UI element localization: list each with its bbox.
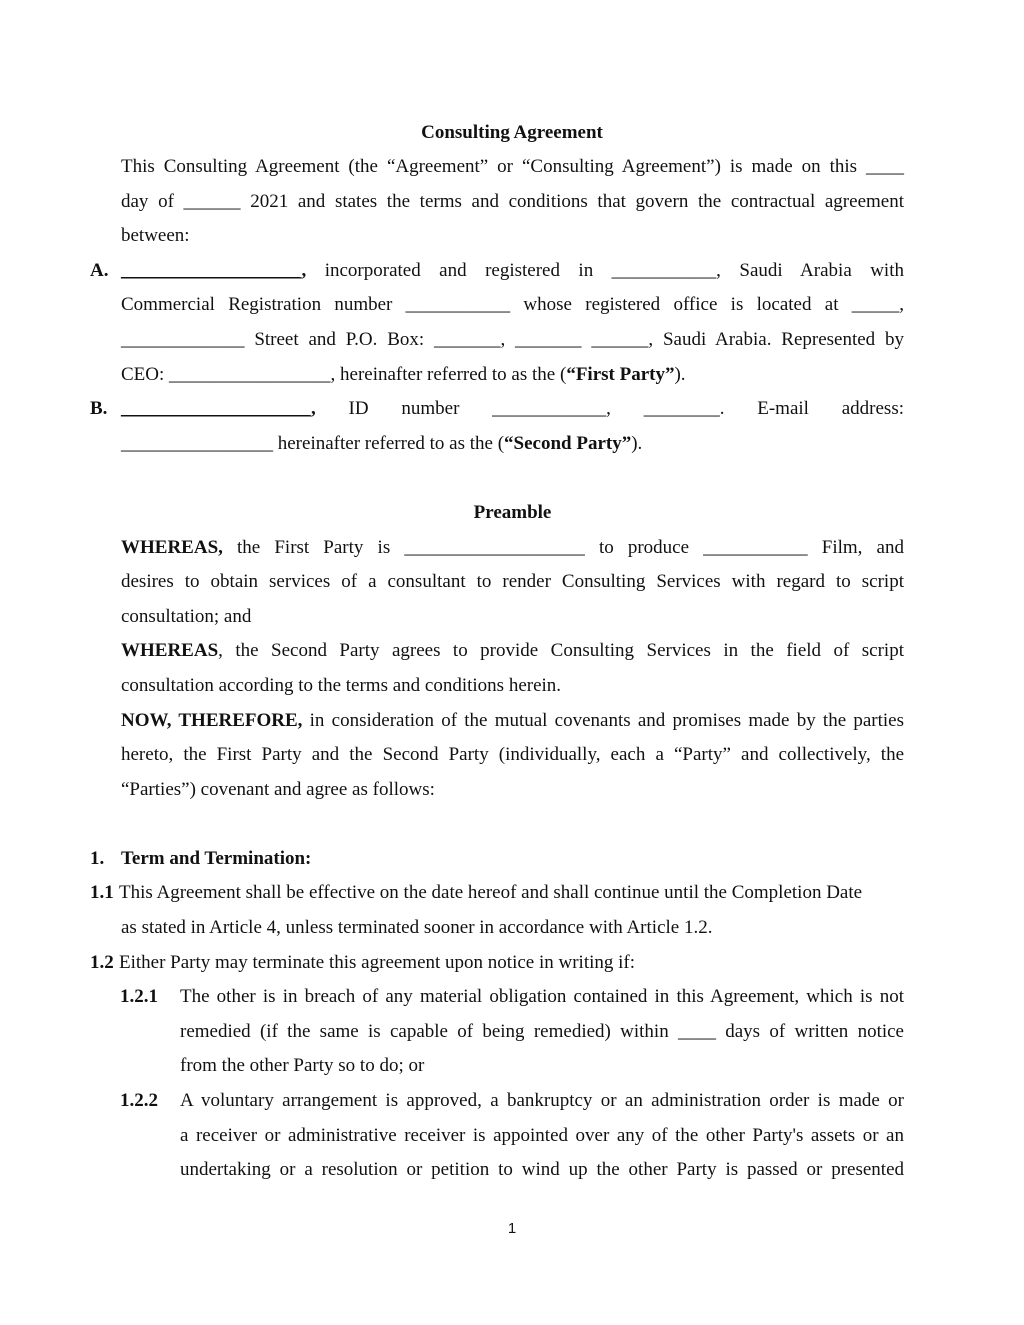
clause-1-2 <box>90 946 904 981</box>
party-b-clause <box>90 392 904 461</box>
page-number: 1 <box>507 1220 517 1237</box>
clause-1-2-2 <box>120 1084 904 1188</box>
preamble-line: hereto, the First Party and the Second Party (individually, each a “Party” and collectively, the <box>121 744 904 766</box>
clause-line: This Agreement shall be effective on the date hereof and shall continue until the Completion Date <box>119 882 863 904</box>
party-b-line-end: ). <box>631 432 643 454</box>
clause-line: undertaking or a resolution or petition to wind up the other Party is passed or presented <box>180 1159 904 1181</box>
clause-1-1 <box>90 876 904 945</box>
intro-line: between: <box>121 225 190 247</box>
intro-line: day of ______ 2021 and states the terms and conditions that govern the contractual agreement <box>121 190 904 212</box>
section-number: 1. <box>90 847 105 869</box>
whereas-keyword: WHEREAS, <box>121 536 223 558</box>
preamble-text: the First Party is ___________________ to produce ___________ Film, and <box>222 536 904 558</box>
second-party-label: “Second Party” <box>504 432 632 454</box>
clause-1-2-1 <box>120 980 904 1084</box>
spacer <box>121 807 904 842</box>
party-b-name-blank: ____________________, <box>121 398 316 420</box>
party-a-line-end: ). <box>674 363 686 385</box>
preamble-line: consultation according to the terms and conditions herein. <box>121 674 562 696</box>
party-a-line-rest: incorporated and registered in ___________, Saudi Arabia with <box>306 259 904 281</box>
document-title: Consulting Agreement <box>421 122 603 143</box>
section-title: Term and Termination: <box>121 847 312 869</box>
party-a-line: _____________ Street and P.O. Box: _______, _______ ______, Saudi Arabia. Represented by <box>121 328 904 350</box>
party-a-clause <box>90 254 904 392</box>
party-a-name-blank: ___________________, <box>121 259 307 281</box>
party-a-line <box>121 254 904 289</box>
spacer <box>121 461 904 496</box>
preamble-text: , the Second Party agrees to provide Consulting Services in the field of script <box>218 640 904 662</box>
preamble-line <box>121 704 904 739</box>
preamble-line <box>121 531 904 566</box>
subclause-number: 1.2.1 <box>120 986 158 1008</box>
first-party-label: “First Party” <box>566 363 675 385</box>
clause-line: as stated in Article 4, unless terminated sooner in accordance with Article 1.2. <box>121 917 713 939</box>
clause-number: 1.2 <box>90 951 114 973</box>
preamble-line <box>121 634 904 669</box>
preamble-text: in consideration of the mutual covenants and promises made by the parties <box>302 709 904 731</box>
preamble-line: desires to obtain services of a consultant to render Consulting Services with regard to script <box>121 571 904 593</box>
whereas-keyword: WHEREAS <box>121 640 219 662</box>
party-b-email-text: ________________ hereinafter referred to as the ( <box>121 432 505 454</box>
party-a-marker: A. <box>90 259 109 281</box>
subclause-number: 1.2.2 <box>120 1090 158 1112</box>
preamble-heading: Preamble <box>473 501 552 523</box>
party-a-line: Commercial Registration number ___________ whose registered office is located at _____, <box>121 294 904 316</box>
clause-line: The other is in breach of any material obligation contained in this Agreement, which is not <box>180 986 904 1008</box>
preamble-line: “Parties”) covenant and agree as follows: <box>121 778 435 800</box>
document-body <box>90 150 904 1188</box>
whereas-paragraph-1 <box>121 531 904 635</box>
clause-line: from the other Party so to do; or <box>180 1055 425 1077</box>
whereas-paragraph-2 <box>121 634 904 703</box>
intro-line: This Consulting Agreement (the “Agreement” or “Consulting Agreement”) is made on this ____ <box>121 156 904 177</box>
clause-line: Either Party may terminate this agreement upon notice in writing if: <box>119 951 636 973</box>
clause-number: 1.1 <box>90 882 114 904</box>
intro-paragraph <box>121 150 904 254</box>
now-therefore-keyword: NOW, THEREFORE, <box>121 709 303 731</box>
clause-line: remedied (if the same is capable of being remedied) within ____ days of written notice <box>180 1020 904 1042</box>
party-b-line-rest: ID number ____________, ________. E-mail address: <box>315 398 904 420</box>
party-b-marker: B. <box>90 398 108 420</box>
party-b-line <box>121 392 904 427</box>
section-1-heading <box>90 842 904 877</box>
clause-line: A voluntary arrangement is approved, a bankruptcy or an administration order is made or <box>180 1090 904 1112</box>
clause-line: a receiver or administrative receiver is appointed over any of the other Party's assets or an <box>180 1124 904 1146</box>
now-therefore-paragraph <box>121 704 904 808</box>
party-a-ceo-text: CEO: _________________, hereinafter referred to as the ( <box>121 363 567 385</box>
party-a-line <box>121 358 904 393</box>
preamble-line: consultation; and <box>121 605 252 627</box>
party-b-line <box>121 427 904 462</box>
